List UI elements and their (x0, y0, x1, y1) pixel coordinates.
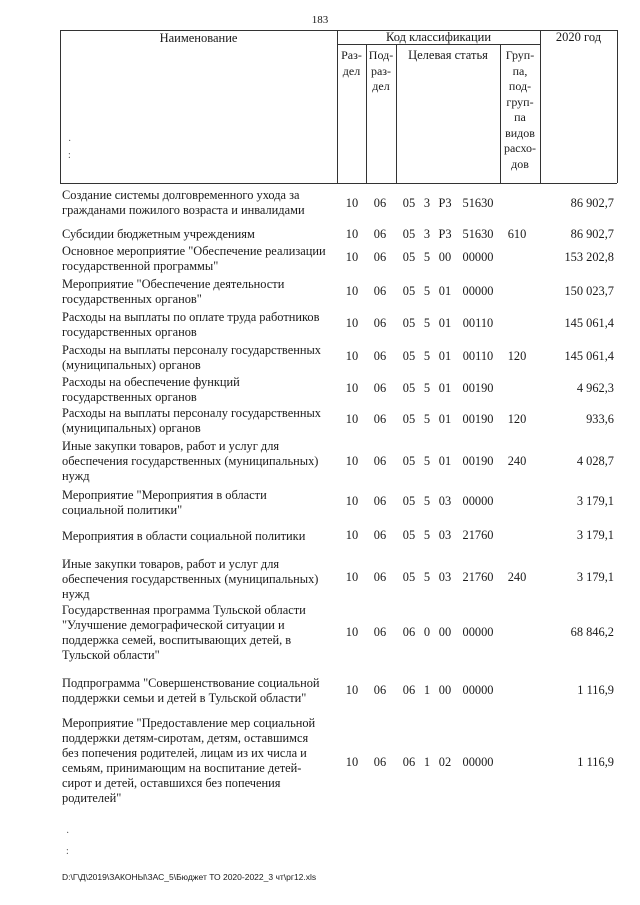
row-target-2: 5 (423, 528, 431, 542)
row-target-2: 1 (423, 683, 431, 697)
row-amount: 86 902,7 (570, 227, 614, 241)
row-target-1: 06 (402, 755, 416, 769)
row-target-4: 00000 (462, 625, 494, 639)
row-target-1: 05 (402, 250, 416, 264)
row-target-1: 06 (402, 625, 416, 639)
row-target-4: 21760 (462, 570, 494, 584)
row-podrazdel: 06 (373, 227, 387, 241)
row-amount: 145 061,4 (564, 349, 614, 363)
row-target-2: 5 (423, 381, 431, 395)
row-target-4: 00000 (462, 755, 494, 769)
row-target-4: 51630 (462, 196, 494, 210)
row-target-2: 1 (423, 755, 431, 769)
row-target-4: 00000 (462, 284, 494, 298)
row-target-2: 5 (423, 349, 431, 363)
row-target-1: 05 (402, 316, 416, 330)
row-name: Субсидии бюджетным учреждениям (62, 227, 255, 241)
row-target-2: 5 (423, 494, 431, 508)
row-target-3: 03 (438, 494, 452, 508)
scan-mark: · (66, 828, 70, 839)
row-target-1: 05 (402, 494, 416, 508)
row-target-2: 3 (423, 227, 431, 241)
row-target-2: 5 (423, 454, 431, 468)
row-target-3: 01 (438, 316, 452, 330)
row-target-3: 01 (438, 454, 452, 468)
row-target-2: 0 (423, 625, 431, 639)
row-target-3: 02 (438, 755, 452, 769)
row-group: 120 (507, 412, 527, 426)
row-name: Расходы на обеспечение функций государственных органов (62, 375, 240, 404)
row-amount: 153 202,8 (564, 250, 614, 264)
row-target-4: 00000 (462, 250, 494, 264)
row-group: 120 (507, 349, 527, 363)
row-target-3: 01 (438, 284, 452, 298)
row-target-4: 00000 (462, 683, 494, 697)
row-name: Мероприятие "Мероприятия в области социальной политики" (62, 488, 267, 517)
row-name: Подпрограмма "Совершенствование социальной поддержки семьи и детей в Тульской области" (62, 676, 320, 705)
row-podrazdel: 06 (373, 284, 387, 298)
row-razdel: 10 (345, 683, 359, 697)
row-target-1: 06 (402, 683, 416, 697)
row-target-1: 05 (402, 284, 416, 298)
row-podrazdel: 06 (373, 381, 387, 395)
file-path-footer: D:\Г\Д\2019\ЗАКОНЫ\ЗАС_5\Бюджет ТО 2020-2022_3 чт\рг12.xls (62, 872, 317, 882)
row-target-3: Р3 (438, 196, 452, 210)
row-podrazdel: 06 (373, 683, 387, 697)
row-amount: 68 846,2 (570, 625, 614, 639)
header-name: Наименование (159, 31, 238, 45)
row-podrazdel: 06 (373, 494, 387, 508)
page-number: 183 (311, 14, 329, 26)
header-classification: Код классификации (385, 30, 492, 44)
row-podrazdel: 06 (373, 528, 387, 542)
header-razdel: Раз- дел (341, 48, 362, 78)
scan-mark: · (68, 136, 72, 147)
row-name: Основное мероприятие "Обеспечение реализации государственной программы" (62, 244, 326, 273)
row-target-4: 00110 (462, 349, 494, 363)
row-target-2: 5 (423, 316, 431, 330)
row-target-3: 00 (438, 625, 452, 639)
row-razdel: 10 (345, 755, 359, 769)
row-target-4: 21760 (462, 528, 494, 542)
row-razdel: 10 (345, 528, 359, 542)
row-podrazdel: 06 (373, 250, 387, 264)
row-podrazdel: 06 (373, 316, 387, 330)
row-target-3: 00 (438, 250, 452, 264)
row-name: Мероприятие "Обеспечение деятельности государственных органов" (62, 277, 285, 306)
row-razdel: 10 (345, 570, 359, 584)
row-target-3: Р3 (438, 227, 452, 241)
row-target-1: 05 (402, 454, 416, 468)
row-amount: 1 116,9 (577, 755, 614, 769)
row-target-3: 01 (438, 412, 452, 426)
row-podrazdel: 06 (373, 755, 387, 769)
row-target-4: 51630 (462, 227, 494, 241)
row-target-3: 01 (438, 349, 452, 363)
row-name: Мероприятие "Предоставление мер социальной поддержки детям-сиротам, детям, оставшимся без попечения родителей, лицам из их числа и семьям, принимающим на воспитание детей- сирот и детей, оставшихся без попечения родителей" (62, 716, 316, 805)
row-razdel: 10 (345, 625, 359, 639)
row-podrazdel: 06 (373, 625, 387, 639)
row-amount: 933,6 (586, 412, 614, 426)
row-target-3: 03 (438, 570, 452, 584)
row-name: Иные закупки товаров, работ и услуг для обеспечения государственных (муниципальных) нужд (62, 439, 319, 483)
row-target-3: 01 (438, 381, 452, 395)
row-razdel: 10 (345, 381, 359, 395)
row-name: Расходы на выплаты по оплате труда работников государственных органов (62, 310, 320, 339)
row-target-1: 05 (402, 349, 416, 363)
header-year: 2020 год (555, 30, 602, 44)
row-target-1: 05 (402, 412, 416, 426)
row-razdel: 10 (345, 316, 359, 330)
header-target: Целевая статья (408, 48, 488, 62)
row-razdel: 10 (345, 412, 359, 426)
row-amount: 1 116,9 (577, 683, 614, 697)
row-target-2: 5 (423, 570, 431, 584)
row-group: 610 (507, 227, 527, 241)
row-target-3: 00 (438, 683, 452, 697)
row-razdel: 10 (345, 227, 359, 241)
scan-mark: : (68, 150, 71, 161)
row-podrazdel: 06 (373, 196, 387, 210)
row-target-1: 05 (402, 227, 416, 241)
row-target-4: 00000 (462, 494, 494, 508)
row-razdel: 10 (345, 284, 359, 298)
row-target-2: 5 (423, 250, 431, 264)
row-amount: 145 061,4 (564, 316, 614, 330)
row-target-2: 5 (423, 412, 431, 426)
row-name: Создание системы долговременного ухода за гражданами пожилого возраста и инвалидами (62, 188, 305, 217)
row-podrazdel: 06 (373, 412, 387, 426)
row-target-1: 05 (402, 528, 416, 542)
row-target-4: 00190 (462, 454, 494, 468)
row-amount: 150 023,7 (564, 284, 614, 298)
row-razdel: 10 (345, 494, 359, 508)
row-amount: 86 902,7 (570, 196, 614, 210)
row-group: 240 (507, 454, 527, 468)
row-amount: 3 179,1 (576, 528, 614, 542)
row-name: Мероприятия в области социальной политики (62, 529, 306, 543)
row-podrazdel: 06 (373, 570, 387, 584)
row-target-2: 3 (423, 196, 431, 210)
row-target-4: 00190 (462, 412, 494, 426)
row-amount: 3 179,1 (576, 494, 614, 508)
row-name: Расходы на выплаты персоналу государственных (муниципальных) органов (62, 343, 321, 372)
row-target-1: 05 (402, 196, 416, 210)
row-target-3: 03 (438, 528, 452, 542)
row-razdel: 10 (345, 349, 359, 363)
row-target-4: 00190 (462, 381, 494, 395)
header-group: Груп- па, под- груп- па видов расхо- дов (503, 48, 537, 171)
row-target-2: 5 (423, 284, 431, 298)
row-podrazdel: 06 (373, 349, 387, 363)
scan-mark: : (66, 846, 69, 857)
row-target-4: 00110 (462, 316, 494, 330)
row-razdel: 10 (345, 454, 359, 468)
row-target-1: 05 (402, 381, 416, 395)
row-name: Расходы на выплаты персоналу государственных (муниципальных) органов (62, 406, 321, 435)
row-target-1: 05 (402, 570, 416, 584)
row-razdel: 10 (345, 250, 359, 264)
row-name: Иные закупки товаров, работ и услуг для обеспечения государственных (муниципальных) нужд (62, 557, 319, 601)
row-group: 240 (507, 570, 527, 584)
row-amount: 4 028,7 (576, 454, 614, 468)
row-razdel: 10 (345, 196, 359, 210)
row-podrazdel: 06 (373, 454, 387, 468)
row-amount: 4 962,3 (576, 381, 614, 395)
row-name: Государственная программа Тульской области "Улучшение демографической ситуации и поддержка семей, воспитывающих детей, в Тульской области" (62, 603, 306, 662)
header-podrazdel: Под- раз- дел (368, 48, 394, 93)
row-amount: 3 179,1 (576, 570, 614, 584)
